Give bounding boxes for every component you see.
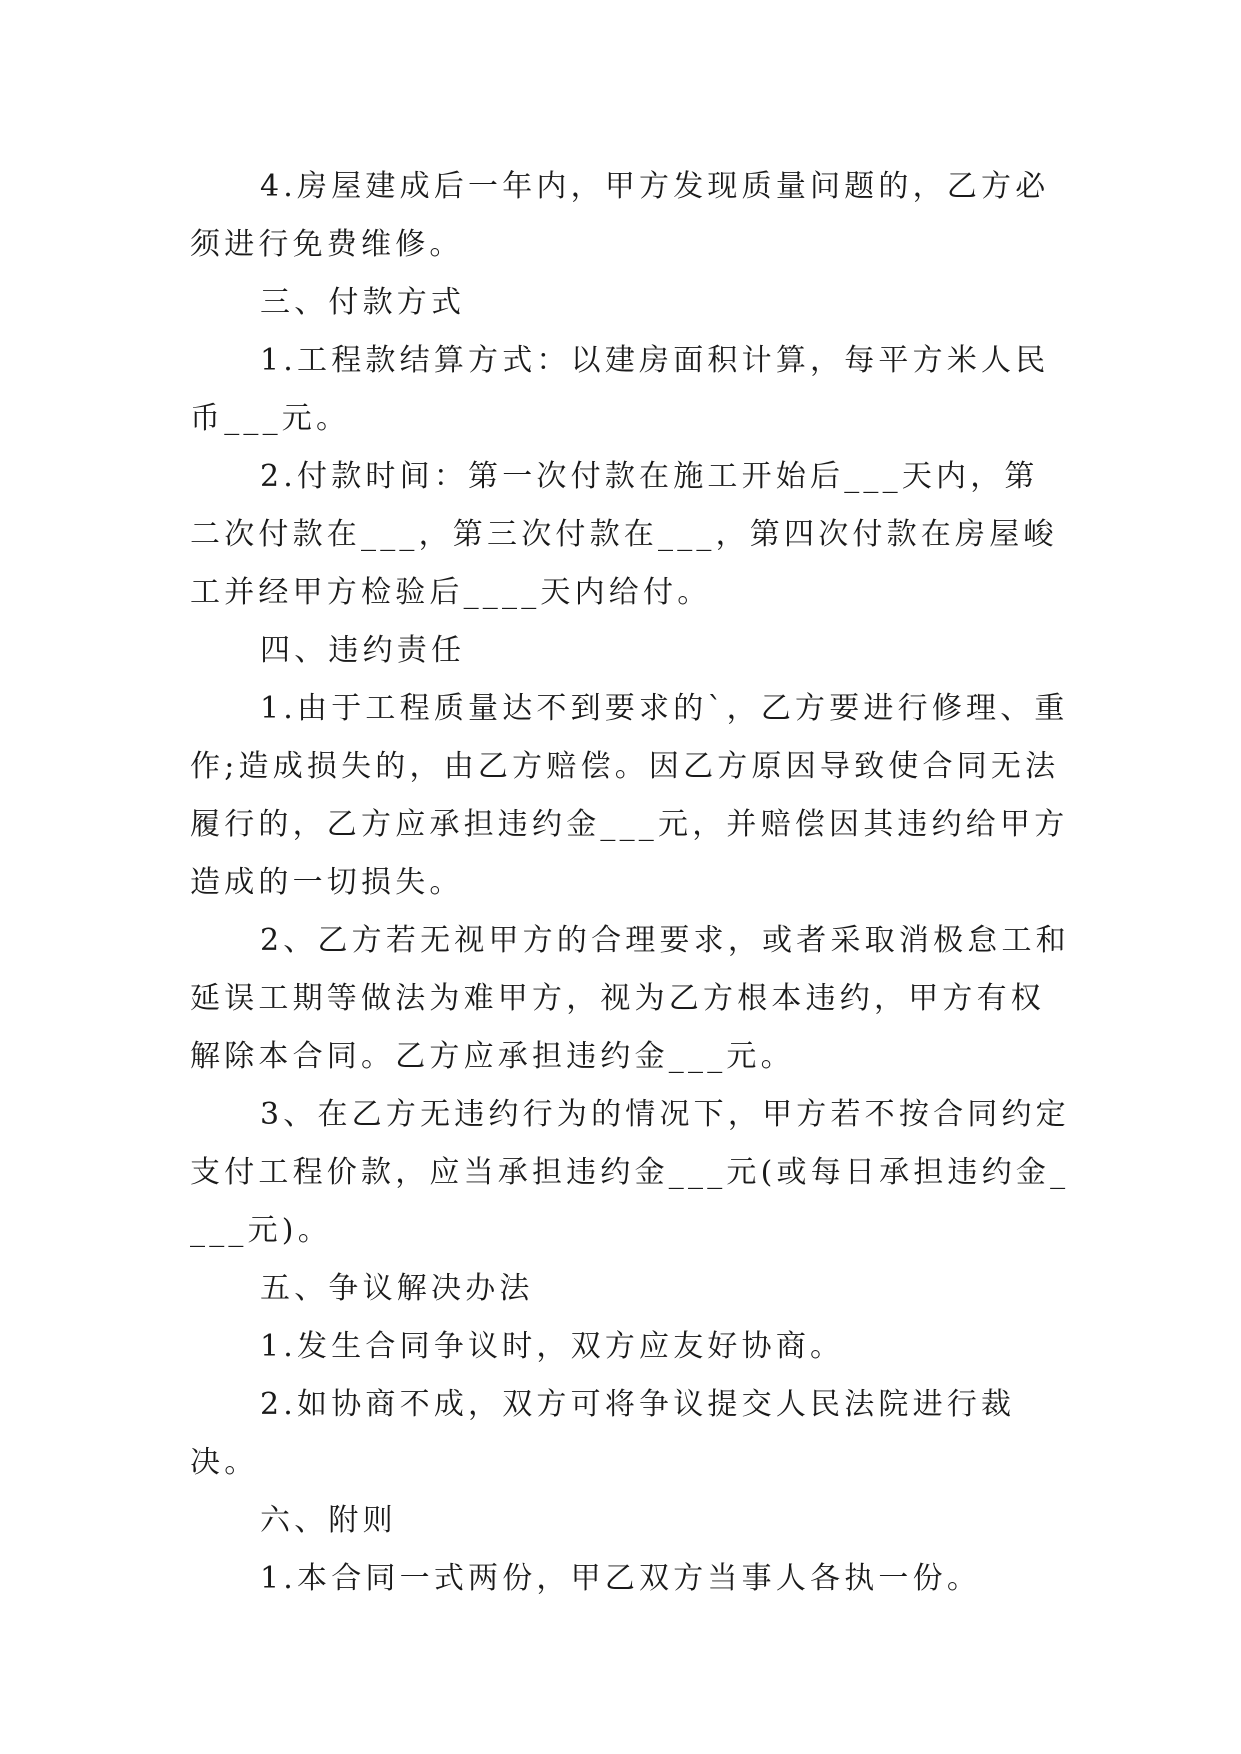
section-heading-payment: 三、付款方式 — [260, 285, 466, 320]
paragraph-dispute-court: 2.如协商不成，双方可将争议提交人民法院进行裁决。 — [190, 1387, 1016, 1480]
section-heading-supplementary: 六、附则 — [260, 1503, 397, 1538]
paragraph-clause-4-warranty: 4.房屋建成后一年内，甲方发现质量问题的，乙方必须进行免费维修。 — [190, 169, 1050, 262]
paragraph-payment-settlement: 1.工程款结算方式：以建房面积计算，每平方米人民币___元。 — [190, 343, 1050, 436]
paragraph-dispute-negotiation: 1.发生合同争议时，双方应友好协商。 — [260, 1329, 845, 1364]
document-body — [190, 158, 1070, 1608]
paragraph-payment-schedule: 2.付款时间：第一次付款在施工开始后___天内，第二次付款在___，第三次付款在___，第四次付款在房屋峻工并经甲方检验后____天内给付。 — [190, 459, 1058, 610]
paragraph-liability-quality: 1.由于工程质量达不到要求的`，乙方要进行修理、重作;造成损失的，由乙方赔偿。因乙方原因导致使合同无法履行的，乙方应承担违约金___元，并赔偿因其违约给甲方造成的一切损失。 — [190, 691, 1069, 900]
paragraph-liability-payment: 3、在乙方无违约行为的情况下，甲方若不按合同约定支付工程价款，应当承担违约金___元(或每日承担违约金____元)。 — [190, 1097, 1070, 1248]
paragraph-liability-breach: 2、乙方若无视甲方的合理要求，或者采取消极怠工和延误工期等做法为难甲方，视为乙方根本违约，甲方有权解除本合同。乙方应承担违约金___元。 — [190, 923, 1070, 1074]
section-heading-dispute: 五、争议解决办法 — [260, 1271, 534, 1306]
section-heading-liability: 四、违约责任 — [260, 633, 466, 668]
paragraph-supplementary-copies: 1.本合同一式两份，甲乙双方当事人各执一份。 — [260, 1561, 982, 1596]
